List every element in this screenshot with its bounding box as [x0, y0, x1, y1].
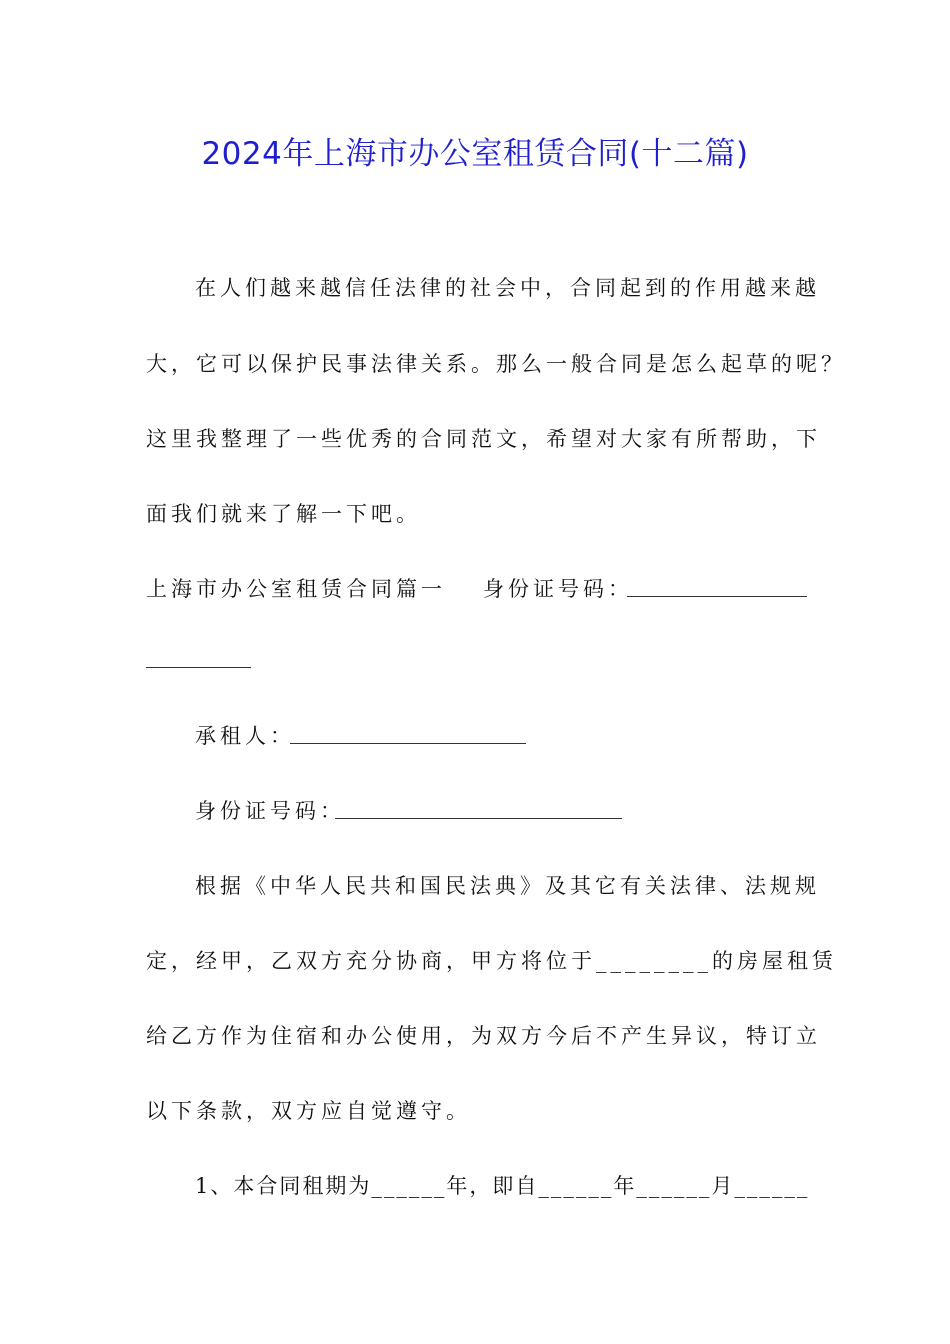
- document-title: 2024年上海市办公室租赁合同(十二篇): [201, 136, 749, 172]
- intro-line-2: 大，它可以保护民事法律关系。那么一般合同是怎么起草的呢？: [146, 352, 846, 376]
- body-line-3: 给乙方作为住宿和办公使用，为双方今后不产生异议，特订立: [146, 1024, 821, 1048]
- intro-line-1: 在人们越来越信任法律的社会中，合同起到的作用越来越: [195, 276, 820, 300]
- id-number-label-2: 身份证号码：: [195, 799, 345, 823]
- id-number-blank-1-continued: [146, 667, 251, 668]
- lessee-blank: [290, 743, 526, 744]
- id-number-blank-1: [627, 596, 807, 597]
- intro-line-3: 这里我整理了一些优秀的合同范文，希望对大家有所帮助，下: [146, 427, 821, 451]
- intro-line-4: 面我们就来了解一下吧。: [146, 502, 421, 526]
- body-line-2: 定，经甲，乙双方充分协商，甲方将位于________的房屋租赁: [146, 949, 837, 973]
- id-number-blank-2: [335, 818, 622, 819]
- section-heading: 上海市办公室租赁合同篇一: [146, 577, 446, 601]
- id-number-label-1: 身份证号码：: [483, 577, 633, 601]
- clause-1: 1、本合同租期为______年，即自______年______月______: [195, 1174, 810, 1198]
- body-line-4: 以下条款，双方应自觉遵守。: [146, 1099, 471, 1123]
- lessee-label: 承租人：: [195, 724, 295, 748]
- body-line-1: 根据《中华人民共和国民法典》及其它有关法律、法规规: [195, 874, 820, 898]
